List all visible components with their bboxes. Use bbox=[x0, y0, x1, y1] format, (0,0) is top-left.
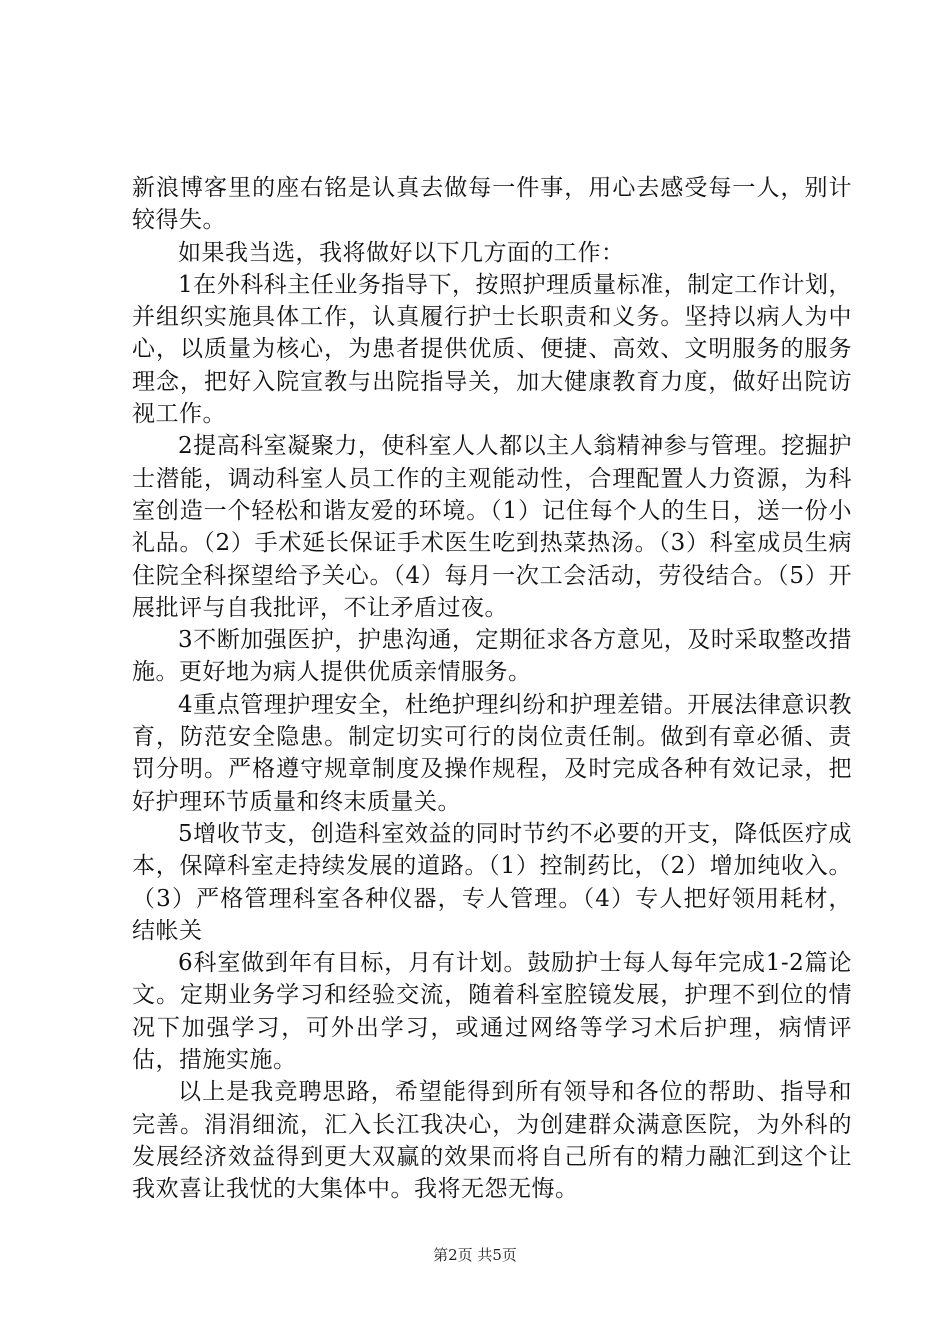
paragraph-item-2: 2提高科室凝聚力，使科室人人都以主人翁精神参与管理。挖掘护士潜能，调动科室人员工作的主观能动性，合理配置人力资源，为科室创造一个轻松和谐友爱的环境。（1）记住每个人的生日，送一份小礼品。（2）手术延长保证手术医生吃到热菜热汤。（3）科室成员生病住院全科探望给予关心。（4）每月一次工会活动，劳役结合。（5）开展批评与自我批评，不让矛盾过夜。 bbox=[132, 433, 852, 621]
paragraph-intro: 如果我当选，我将做好以下几方面的工作： bbox=[178, 239, 625, 266]
paragraph-motto: 新浪博客里的座右铭是认真去做每一件事，用心去感受每一人，别计较得失。 bbox=[132, 175, 852, 234]
paragraph-item-1: 1在外科科主任业务指导下，按照护理质量标准，制定工作计划，并组织实施具体工作，认真履行护士长职责和义务。坚持以病人为中心，以质量为核心，为患者提供优质、便捷、高效、文明服务的服务理念，把好入院宣教与出院指导关，加大健康教育力度，做好出院访视工作。 bbox=[132, 271, 852, 428]
paragraph-item-4: 4重点管理护理安全，杜绝护理纠纷和护理差错。开展法律意识教育，防范安全隐患。制定切实可行的岗位责任制。做到有章必循、责罚分明。严格遵守规章制度及操作规程，及时完成各种有效记录，把好护理环节质量和终末质量关。 bbox=[132, 691, 852, 815]
paragraph-item-5: 5增收节支，创造科室效益的同时节约不必要的开支，降低医疗成本，保障科室走持续发展的道路。（1）控制药比，（2）增加纯收入。（3）严格管理科室各种仪器，专人管理。（4）专人把好领用耗材，结帐关 bbox=[132, 820, 852, 944]
document-body bbox=[132, 172, 852, 1206]
paragraph-item-6: 6科室做到年有目标，月有计划。鼓励护士每人每年完成1-2篇论文。定期业务学习和经验交流，随着科室腔镜发展，护理不到位的情况下加强学习，可外出学习，或通过网络等学习术后护理，病情评估，措施实施。 bbox=[132, 950, 852, 1074]
paragraph-item-3: 3不断加强医护，护患沟通，定期征求各方意见，及时采取整改措施。更好地为病人提供优质亲情服务。 bbox=[132, 627, 852, 686]
page-number-footer: 第2页 共5页 bbox=[433, 1246, 517, 1264]
paragraph-conclusion: 以上是我竞聘思路，希望能得到所有领导和各位的帮助、指导和完善。涓涓细流，汇入长江我决心，为创建群众满意医院，为外科的发展经济效益得到更大双赢的效果而将自己所有的精力融汇到这个让我欢喜让我忧的大集体中。我将无怨无悔。 bbox=[132, 1079, 852, 1203]
